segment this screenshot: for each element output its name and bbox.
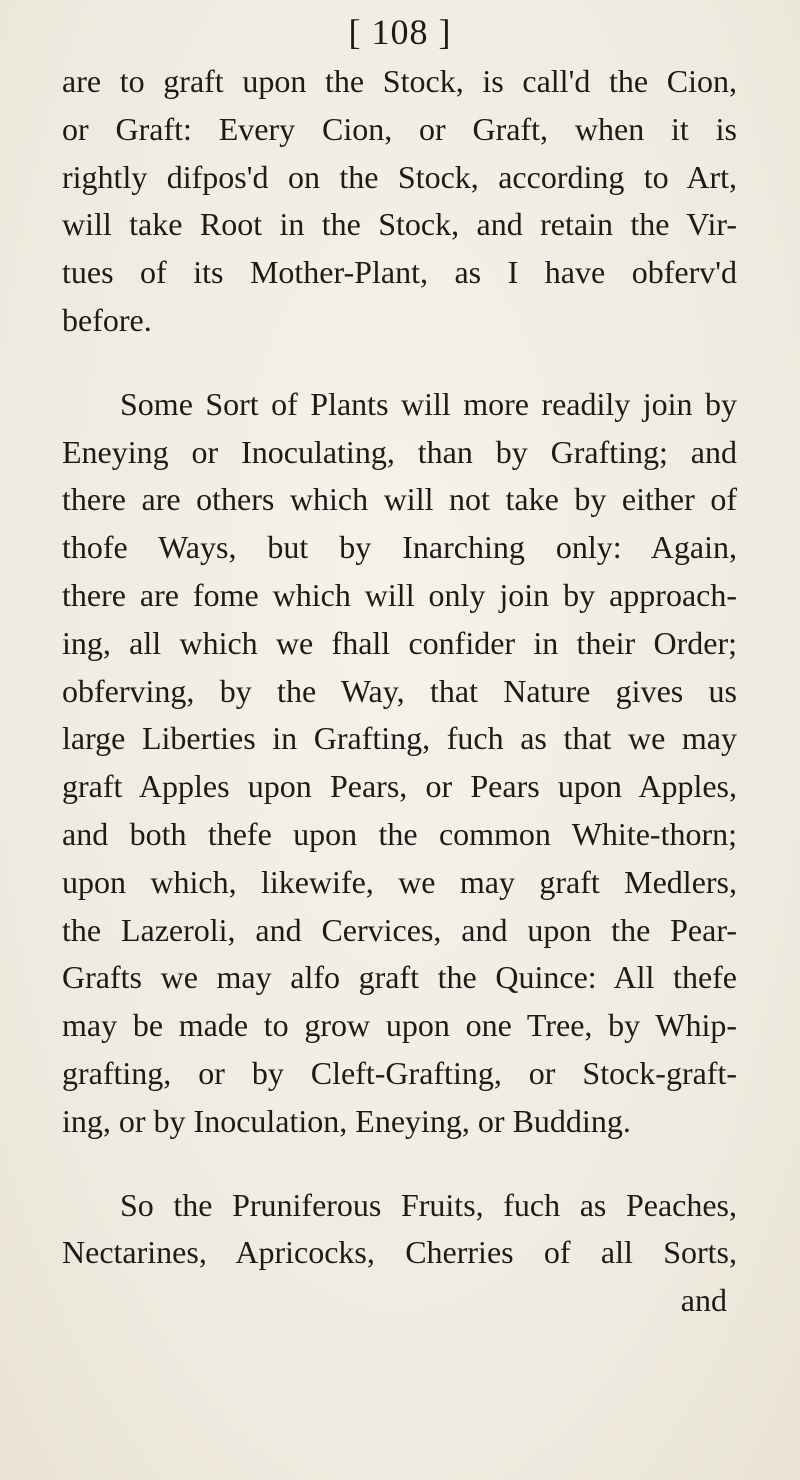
text-line: there are fome which will only join by approach- bbox=[62, 576, 737, 613]
text-line: Nectarines, Apricocks, Cherries of all Sorts, bbox=[62, 1234, 737, 1271]
text-line: before. bbox=[62, 301, 152, 338]
paragraph-gap bbox=[62, 1146, 737, 1182]
text-line: graft Apples upon Pears, or Pears upon Apples, bbox=[62, 768, 737, 805]
text-line: the Lazeroli, and Cervices, and upon the Pear- bbox=[62, 911, 737, 948]
text-line: Eneying or Inoculating, than by Grafting; and bbox=[62, 433, 737, 470]
text-line: may be made to grow upon one Tree, by Whip- bbox=[62, 1007, 737, 1044]
body-text bbox=[62, 58, 737, 1325]
text-line: tues of its Mother-Plant, as I have obferv'd bbox=[62, 254, 737, 291]
text-line: or Graft: Every Cion, or Graft, when it is bbox=[62, 110, 737, 147]
paragraph-2 bbox=[62, 381, 737, 1146]
text-line: there are others which will not take by either of bbox=[62, 481, 737, 518]
text-line: Grafts we may alfo graft the Quince: All thefe bbox=[62, 959, 737, 996]
paragraph-3 bbox=[62, 1182, 737, 1278]
text-line: ing, or by Inoculation, Eneying, or Budding. bbox=[62, 1102, 631, 1139]
text-line: obferving, by the Way, that Nature gives us bbox=[62, 672, 737, 709]
text-line: ing, all which we fhall confider in their Order; bbox=[62, 624, 737, 661]
text-line: are to graft upon the Stock, is call'd the Cion, bbox=[62, 63, 737, 99]
text-line: will take Root in the Stock, and retain the Vir- bbox=[62, 206, 737, 243]
text-line: rightly difpos'd on the Stock, according to Art, bbox=[62, 158, 737, 195]
text-line: So the Pruniferous Fruits, fuch as Peaches, bbox=[120, 1186, 737, 1223]
catchword: and bbox=[680, 1282, 727, 1319]
text-line: and both thefe upon the common White-thorn; bbox=[62, 815, 737, 852]
page-number: [ 108 ] bbox=[348, 12, 452, 52]
text-line: thofe Ways, but by Inarching only: Again, bbox=[62, 529, 737, 566]
text-line: Some Sort of Plants will more readily join by bbox=[120, 385, 737, 422]
paragraph-gap bbox=[62, 345, 737, 381]
text-line: grafting, or by Cleft-Grafting, or Stock-graft- bbox=[62, 1054, 737, 1091]
text-line: upon which, likewife, we may graft Medlers, bbox=[62, 863, 737, 900]
paragraph-1 bbox=[62, 58, 737, 345]
text-line: large Liberties in Grafting, fuch as that we may bbox=[62, 720, 737, 757]
